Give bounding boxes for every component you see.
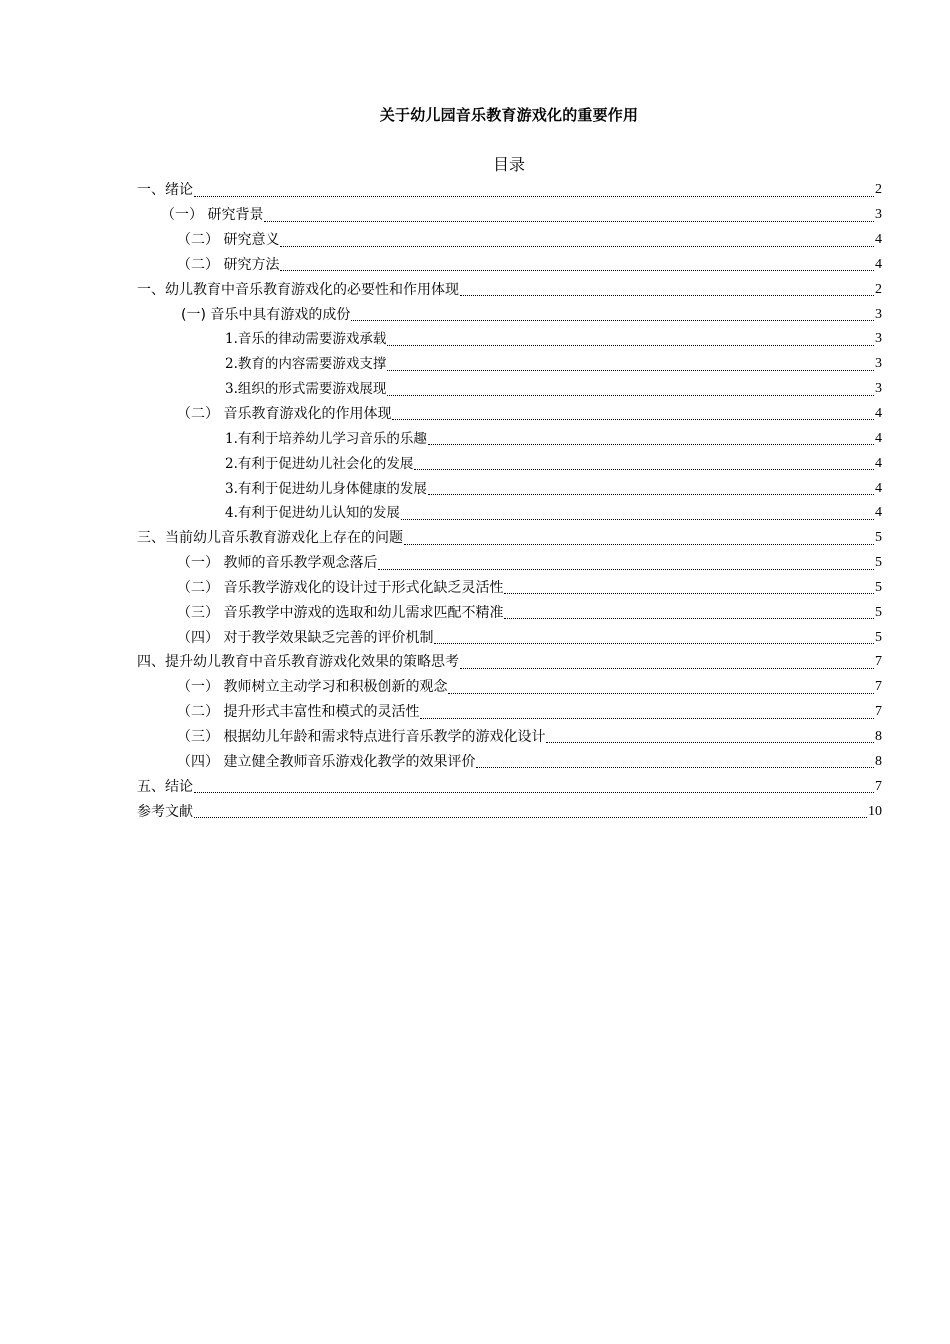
toc-entry-page: 5 [875,629,882,645]
toc-entry-label: （一） 教师的音乐教学观念落后 [177,555,378,572]
toc-entry-page: 3 [875,381,882,397]
toc-entry[interactable] [137,551,882,576]
toc-entry[interactable] [137,700,882,725]
toc-entry-label: （一） 教师树立主动学习和积极创新的观念 [177,679,448,696]
toc-entry-page: 4 [875,232,882,248]
toc-entry[interactable] [137,476,882,501]
dot-leader [428,443,874,445]
toc-entry[interactable] [137,228,882,253]
dot-leader [387,394,874,396]
toc-entry-label: 1.有利于培养幼儿学习音乐的乐趣 [225,430,427,447]
dot-leader [280,269,874,271]
toc-entry-page: 4 [875,455,882,471]
toc-entry-label: （二） 提升形式丰富性和模式的灵活性 [177,704,420,721]
toc-entry-label: 一、绪论 [137,182,193,199]
dot-leader [401,518,874,520]
toc-entry-page: 2 [875,281,882,297]
toc-heading: 目录 [492,155,525,174]
toc-entry-page: 5 [875,604,882,620]
toc-entry-label: 4.有利于促进幼儿认知的发展 [225,505,400,522]
toc-entry[interactable] [137,426,882,451]
toc-entry[interactable] [137,749,882,774]
toc-entry-page: 2 [875,182,882,198]
toc-entry[interactable] [137,253,882,278]
toc-entry-label: （四） 对于教学效果缺乏完善的评价机制 [177,629,434,646]
dot-leader [448,692,874,694]
dot-leader [404,543,874,545]
toc-entry-label: 五、结论 [137,778,193,795]
toc-entry-page: 8 [875,728,882,744]
table-of-contents [137,178,882,824]
dot-leader [460,294,874,296]
dot-leader [387,344,874,346]
toc-entry-page: 3 [875,306,882,322]
toc-entry-label: 2.教育的内容需要游戏支撑 [225,356,387,373]
dot-leader [194,816,867,818]
toc-entry-label: 2.有利于促进幼儿社会化的发展 [225,455,414,472]
dot-leader [194,195,874,197]
toc-entry[interactable] [137,675,882,700]
dot-leader [378,568,874,570]
toc-entry-page: 10 [868,803,882,819]
dot-leader [387,369,874,371]
toc-entry-page: 5 [875,555,882,571]
toc-entry-page: 4 [875,430,882,446]
toc-entry[interactable] [137,352,882,377]
toc-entry-label: （二） 研究意义 [177,232,280,249]
toc-entry[interactable] [137,799,882,824]
document-title: 关于幼儿园音乐教育游戏化的重要作用 [379,106,639,124]
toc-entry-label: 三、当前幼儿音乐教育游戏化上存在的问题 [137,530,403,547]
toc-entry-label: （二） 音乐教学游戏化的设计过于形式化缺乏灵活性 [177,579,504,596]
toc-entry-label: 参考文献 [137,803,193,820]
dot-leader [546,741,874,743]
toc-entry-label: （四） 建立健全教师音乐游戏化教学的效果评价 [177,753,476,770]
toc-entry[interactable] [137,725,882,750]
toc-entry-page: 5 [875,579,882,595]
toc-entry[interactable] [137,600,882,625]
toc-entry[interactable] [137,178,882,203]
toc-entry[interactable] [137,526,882,551]
toc-entry-label: 1.音乐的律动需要游戏承载 [225,331,387,348]
toc-entry[interactable] [137,327,882,352]
dot-leader [194,791,874,793]
toc-entry-label: 四、提升幼儿教育中音乐教育游戏化效果的策略思考 [137,654,459,671]
toc-entry-page: 4 [875,406,882,422]
toc-entry[interactable] [137,402,882,427]
toc-entry-page: 3 [875,331,882,347]
toc-entry-page: 7 [875,679,882,695]
dot-leader [392,418,874,420]
toc-entry-page: 3 [875,356,882,372]
toc-entry-label: （二） 音乐教育游戏化的作用体现 [177,406,392,423]
toc-entry[interactable] [137,302,882,327]
toc-entry-page: 7 [875,654,882,670]
toc-entry-page: 4 [875,480,882,496]
toc-entry-label: （二） 研究方法 [177,256,280,273]
toc-entry-label: （三） 根据幼儿年龄和需求特点进行音乐教学的游戏化设计 [177,728,546,745]
toc-entry[interactable] [137,501,882,526]
dot-leader [420,717,874,719]
toc-entry-label: 3.有利于促进幼儿身体健康的发展 [225,480,427,497]
toc-entry-page: 5 [875,530,882,546]
dot-leader [351,319,874,321]
toc-entry-page: 7 [875,704,882,720]
toc-entry-label: （一） 研究背景 [161,207,264,224]
dot-leader [476,766,874,768]
dot-leader [504,592,874,594]
dot-leader [428,493,874,495]
dot-leader [414,468,874,470]
toc-entry-page: 8 [875,753,882,769]
dot-leader [460,667,874,669]
dot-leader [434,642,874,644]
dot-leader [264,220,874,222]
toc-entry[interactable] [137,377,882,402]
toc-entry-page: 4 [875,256,882,272]
toc-entry-page: 3 [875,207,882,223]
toc-entry[interactable] [137,451,882,476]
toc-entry-label: （三） 音乐教学中游戏的选取和幼儿需求匹配不精准 [177,604,504,621]
toc-entry[interactable] [137,650,882,675]
toc-entry-page: 4 [875,505,882,521]
toc-entry-label: 3.组织的形式需要游戏展现 [225,381,387,398]
toc-entry-label: (一) 音乐中具有游戏的成份 [181,306,351,323]
toc-entry[interactable] [137,576,882,601]
toc-entry-page: 7 [875,778,882,794]
toc-entry[interactable] [137,203,882,228]
dot-leader [504,617,874,619]
toc-entry-label: 一、幼儿教育中音乐教育游戏化的必要性和作用体现 [137,281,459,298]
toc-entry[interactable] [137,625,882,650]
toc-entry[interactable] [137,277,882,302]
toc-entry[interactable] [137,774,882,799]
dot-leader [280,245,874,247]
